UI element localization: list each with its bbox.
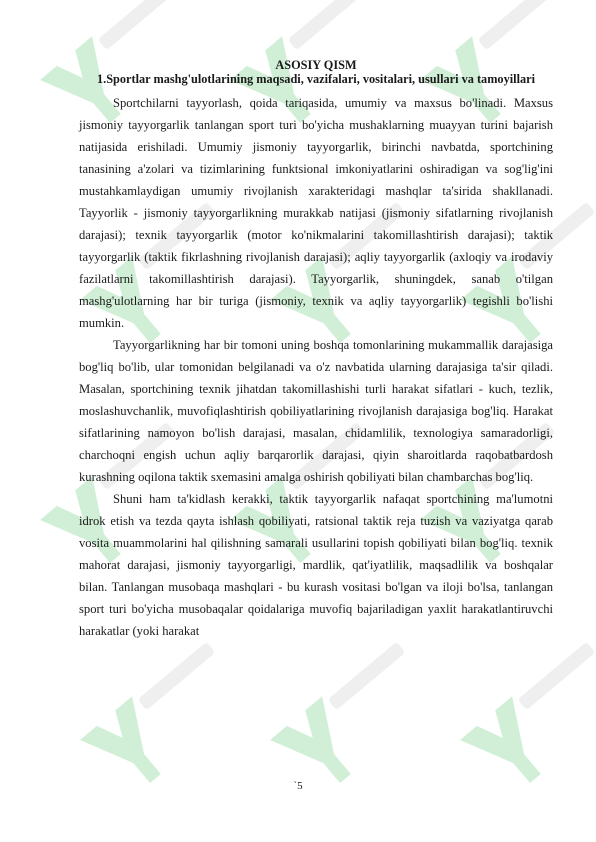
watermark-mark [80,637,253,800]
paragraph-2: Tayyorgarlikning har bir tomoni uning boshqa tomonlarining mukammallik darajasiga bog'liq bo'lib, ular tomonidan belgilanadi va o'z navbatida ularning darajasiga ta'sir qiladi. Masalan, sportchining texnik jihatdan takomillashishi turli harakat sifatlari - kuch, tezlik, moslashuvchanlik, muvofiqlashtirish qobiliyatlarining rivojlanish darajasiga bog'liq. Harakat sifatlarining namoyon bo'lish darajasi, masalan, chidamlilik, texnologiya samaradorligi, charchoqni engish uchun aqliy barqarorlik darajasi, qiyin sharoitlarda raqobatbardosh kurashning oqilona taktik sxemasini amalga oshirish qobiliyati bilan chambarchas bog'liq. [79,338,553,484]
watermark-mark [270,637,443,800]
page-number: `5 [293,780,303,792]
chapter-title: 1.Sportlar mashg'ulotlarining maqsadi, vazifalari, vositalari, usullari va tamoyillari [96,72,536,86]
paragraph-1: Sportchilarni tayyorlash, qoida tariqasida, umumiy va maxsus bo'linadi. Maxsus jismoniy tayyorgarlik tanlangan sport turi bo'yicha mushaklarning muayyan turini bajarish natijasida erishiladi. Umumiy jismoniy tayyorgarlik, birinchi navbatda, sportchining tanasining a'zolari va tizimlarining funktsional imkoniyatlarini oshiradigan va sog'lig'ini mustahkamlaydigan umumiy rivojlanish xarakteridagi mashqlar ta'sirida shakllanadi. Tayyorlik - jismoniy tayyorgarlikning murakkab natijasi (jismoniy sifatlarning rivojlanish darajasi); texnik tayyorgarlik (motor ko'nikmalarini takomillashtirish darajasi); taktik tayyorgarlik (taktik fikrlashning rivojlanish darajasi); aqliy tayyorgarlik (axloqiy va irodaviy fazilatlarni takomillashtirish darajasi). Tayyorgarlik, shuningdek, sanab o'tilgan mashg'ulotlarning har bir turiga (jismoniy, texnik va aqliy tayyorgarlik) tegishli bo'lishi mumkin. [79,96,553,330]
paragraph-3: Shuni ham ta'kidlash kerakki, taktik tayyorgarlik nafaqat sportchining ma'lumotni idrok etish va tezda qayta ishlash qobiliyati, ratsional taktik reja tuzish va vaziyatga qarab vosita muammolarini hal qilishning samarali usullarini topish qobiliyati bilan bog'liq. texnik mahorat darajasi, jismoniy tayyorgarligi, mardlik, qat'iyatlilik, maqsadlilik va boshqalar bilan. Tanlangan musobaqa mashqlari - bu kurash vositasi bo'lgan va iloji bo'lsa, tanlangan sport turi bo'yicha musobaqalar qoidalariga muvofiq bajariladigan yaxlit harakatlantiruvchi harakatlar (yoki harakat [79,492,553,638]
watermark-mark [460,637,596,800]
section-title: ASOSIY QISM [275,58,357,72]
document-body [79,58,553,642]
